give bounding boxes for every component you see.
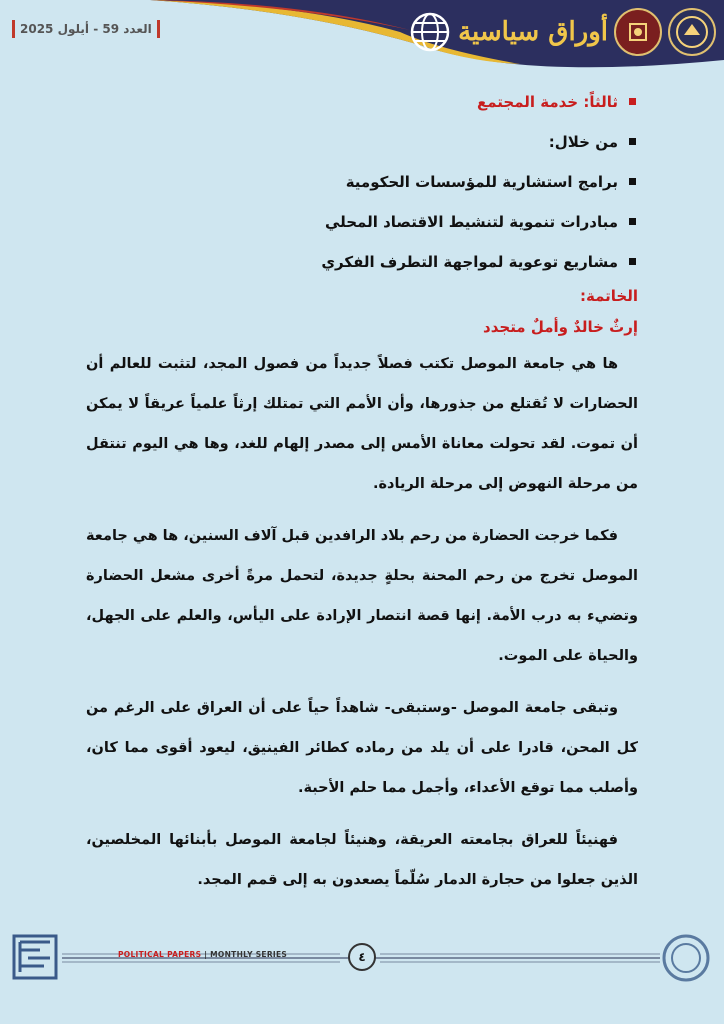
globe-icon [408,10,452,54]
list-item: من خلال: [86,122,638,162]
bullet-list [86,82,638,282]
list-item: ثالثاً: خدمة المجتمع [86,82,638,122]
article-body [86,82,638,912]
conclusion-subtitle: إرثٌ خالدٌ وأملٌ متجدد [483,318,638,336]
list-item: برامج استشارية للمؤسسات الحكومية [86,162,638,202]
issue-label: العدد 59 - أيلول 2025 [12,20,160,38]
footer-seal-icon [664,936,708,980]
series-label [118,950,287,959]
paragraph: وتبقى جامعة الموصل -وستبقى- شاهداً حياً على أن العراق على الرغم من كل المحن، قادرا على أن يلد من رماده كطائر الفينيق، ليعود أقوى مما كان، وأصلب مما توقع الأعداء، وأجمل مما حلم الأحبة. [86,700,638,796]
university-seal-icon [668,8,716,56]
header-logos [408,2,716,62]
journal-logo-title: أوراق سياسية [458,17,608,47]
paragraph: فكما خرجت الحضارة من رحم بلاد الرافدين قبل آلاف السنين، ها هي جامعة الموصل تخرج من رحم المحنة بحلةٍ جديدة، لتحمل مرةً أخرى مشعل الحضارة وتضيء به درب الأمة. إنها قصة انتصار الإرادة على اليأس، والعلم على الجهل، والحياة على الموت. [86,528,638,664]
series-label-part: PAPERS [167,950,202,959]
list-item: مبادرات تنموية لتنشيط الاقتصاد المحلي [86,202,638,242]
conclusion-heading: الخاتمة: [579,287,638,305]
page-number: ٤ [348,943,376,971]
series-label-part: | MONTHLY SERIES [204,950,288,959]
paragraph: فهنيئاً للعراق بجامعته العريقة، وهنيئاً لجامعة الموصل بأبنائها المخلصين، الذين جعلوا من حجارة الدمار سُلّماً يصعدون به إلى قمم المجد. [86,832,638,888]
series-label-part: POLITICAL [118,950,165,959]
paragraph: ها هي جامعة الموصل تكتب فصلاً جديداً من فصول المجد، لتثبت للعالم أن الحضارات لا تُقتلع من جذورها، وأن الأمم التي تمتلك إرثاً علمياً عريقاً لا يمكن أن تموت. لقد تحولت معاناة الأمس إلى مصدر إلهام للغد، وها هي اليوم تنتقل من مرحلة النهوض إلى مرحلة الريادة. [86,356,638,492]
calligraphy-logo-icon [14,936,56,978]
center-seal-icon [614,8,662,56]
list-item: مشاريع توعوية لمواجهة التطرف الفكري [86,242,638,282]
